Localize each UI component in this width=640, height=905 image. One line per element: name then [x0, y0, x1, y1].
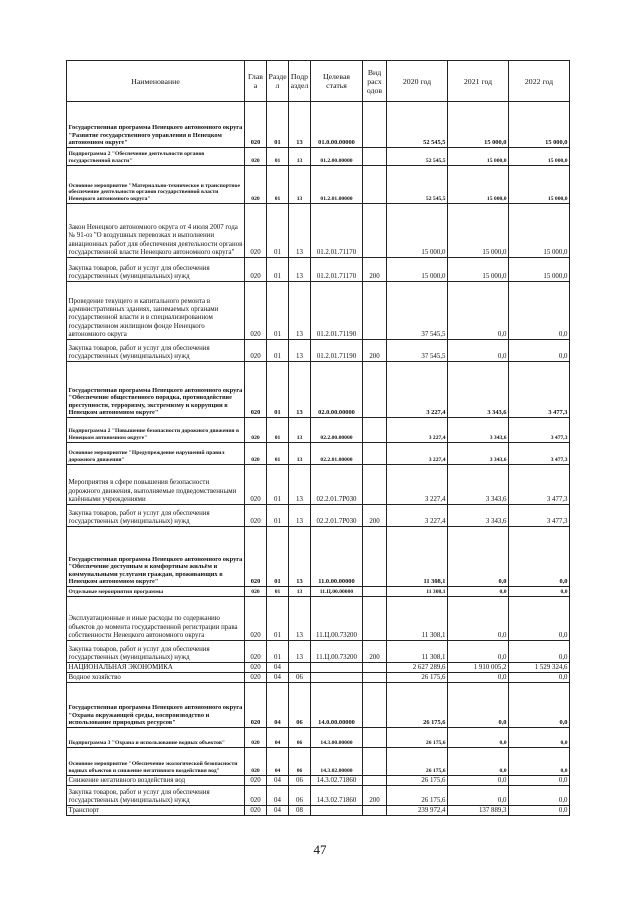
table-row: [67, 340, 570, 362]
row-vid: [363, 728, 387, 748]
row-2022: 15 000,0: [509, 258, 570, 282]
row-2020: 11 308,1: [387, 597, 448, 641]
row-glava: 020: [245, 282, 267, 340]
row-name: Отдельные мероприятия программы: [67, 587, 245, 597]
row-podrazdel: 13: [289, 418, 311, 443]
row-glava: 020: [245, 465, 267, 505]
table-row: [67, 597, 570, 641]
row-razdel: 04: [267, 673, 289, 683]
row-vid: [363, 673, 387, 683]
row-razdel: 01: [267, 282, 289, 340]
table-row: [67, 505, 570, 527]
row-statya: 01.2.01.71170: [311, 258, 363, 282]
row-razdel: 01: [267, 641, 289, 663]
row-podrazdel: 13: [289, 204, 311, 258]
row-2022: 0,0: [509, 748, 570, 776]
row-name: Закупка товаров, работ и услуг для обеспечения государственных (муниципальных) нужд: [67, 505, 245, 527]
row-vid: [363, 282, 387, 340]
row-2022: 0,0: [509, 527, 570, 587]
table-row: [67, 587, 570, 597]
row-name: Основное мероприятие "Обеспечение экологической безопасности водных объектов и снижение негативного воздействия вод": [67, 748, 245, 776]
row-2020: 26 175,6: [387, 786, 448, 806]
row-podrazdel: 13: [289, 465, 311, 505]
row-razdel: 04: [267, 806, 289, 816]
row-podrazdel: 06: [289, 673, 311, 683]
row-glava: 020: [245, 362, 267, 418]
row-2022: 15 000,0: [509, 166, 570, 204]
row-glava: 020: [245, 204, 267, 258]
row-vid: [363, 806, 387, 816]
row-razdel: 01: [267, 258, 289, 282]
row-glava: 020: [245, 641, 267, 663]
row-name: Государственная программа Ненецкого автономного округа "Обеспечение общественного порядка, противодействие преступности, терроризму, экстремизму и коррупции в Ненецком автономном округе": [67, 362, 245, 418]
page-number: 47: [313, 842, 327, 857]
row-podrazdel: 13: [289, 443, 311, 465]
table-row: [67, 362, 570, 418]
row-2022: 3 477,3: [509, 418, 570, 443]
header-row: [67, 61, 570, 102]
row-statya: 01.0.00.00000: [311, 102, 363, 148]
row-vid: 200: [363, 505, 387, 527]
row-vid: [363, 102, 387, 148]
row-2020: 26 175,6: [387, 683, 448, 728]
row-2020: 2 627 289,6: [387, 663, 448, 673]
row-2021: 3 343,6: [448, 465, 509, 505]
row-name: Основное мероприятие "Материально-техническое и транспортное обеспечение деятельности органов государственной власти Ненецкого автономного округа": [67, 166, 245, 204]
table-row: [67, 282, 570, 340]
row-2022: 0,0: [509, 597, 570, 641]
row-podrazdel: 13: [289, 148, 311, 166]
row-name: Мероприятия в сфере повышения безопасности дорожного движения, выполняемые подведомственными казёнными учреждениями: [67, 465, 245, 505]
row-vid: [363, 663, 387, 673]
row-podrazdel: 13: [289, 340, 311, 362]
row-glava: 020: [245, 673, 267, 683]
row-2021: 3 343,6: [448, 362, 509, 418]
row-vid: [363, 683, 387, 728]
row-name: Транспорт: [67, 806, 245, 816]
row-2021: 0,0: [448, 748, 509, 776]
row-name: Закупка товаров, работ и услуг для обеспечения государственных (муниципальных) нужд: [67, 258, 245, 282]
row-podrazdel: 13: [289, 505, 311, 527]
row-name: Закупка товаров, работ и услуг для обеспечения государственных (муниципальных) нужд: [67, 641, 245, 663]
row-statya: 02.2.01.7Р030: [311, 505, 363, 527]
row-podrazdel: 13: [289, 597, 311, 641]
row-2020: 15 000,0: [387, 204, 448, 258]
row-2021: 0,0: [448, 728, 509, 748]
header-podrazdel: Подр аздел: [289, 61, 311, 102]
row-glava: 020: [245, 102, 267, 148]
row-vid: 200: [363, 641, 387, 663]
row-statya: 14.3.02.00000: [311, 748, 363, 776]
table-row: [67, 786, 570, 806]
row-vid: [363, 204, 387, 258]
row-2021: 15 000,0: [448, 258, 509, 282]
row-podrazdel: 13: [289, 587, 311, 597]
row-2020: 37 545,5: [387, 340, 448, 362]
row-2020: 26 175,6: [387, 673, 448, 683]
row-2022: 3 477,3: [509, 505, 570, 527]
row-2021: 0,0: [448, 673, 509, 683]
row-statya: 14.3.02.71860: [311, 786, 363, 806]
row-2020: 15 000,0: [387, 258, 448, 282]
table-row: [67, 465, 570, 505]
row-2020: 37 545,5: [387, 282, 448, 340]
table-row: [67, 728, 570, 748]
row-statya: 14.3.00.00000: [311, 728, 363, 748]
row-2022: 15 000,0: [509, 204, 570, 258]
row-2021: 0,0: [448, 340, 509, 362]
row-2020: 239 972,4: [387, 806, 448, 816]
row-2022: 3 477,3: [509, 443, 570, 465]
row-glava: 020: [245, 748, 267, 776]
row-razdel: 01: [267, 443, 289, 465]
row-podrazdel: 06: [289, 748, 311, 776]
row-razdel: 04: [267, 786, 289, 806]
row-2022: 15 000,0: [509, 102, 570, 148]
row-2020: 3 227,4: [387, 465, 448, 505]
row-name: Водное хозяйство: [67, 673, 245, 683]
row-2020: 11 308,1: [387, 587, 448, 597]
row-2020: 52 545,5: [387, 148, 448, 166]
row-2020: 26 175,6: [387, 776, 448, 786]
header-name: Наименование: [67, 61, 245, 102]
row-statya: 02.2.01.7Р030: [311, 465, 363, 505]
row-glava: 020: [245, 663, 267, 673]
header-2022: 2022 год: [509, 61, 570, 102]
row-name: Государственная программа Ненецкого автономного округа "Обеспечение доступным и комфортным жильём и коммунальными услугами граждан, проживающих в Ненецком автономном округе": [67, 527, 245, 587]
row-name: Закон Ненецкого автономного округа от 4 июля 2007 года № 91-оз "О воздушных перевозках и выполнении авиационных работ для обеспечения деятельности органов государственной власти Ненецкого автономного округа": [67, 204, 245, 258]
row-razdel: 01: [267, 505, 289, 527]
row-podrazdel: 08: [289, 806, 311, 816]
row-glava: 020: [245, 443, 267, 465]
row-vid: [363, 776, 387, 786]
table-row: [67, 102, 570, 148]
row-statya: 11.Ц.00.73200: [311, 597, 363, 641]
row-vid: [363, 748, 387, 776]
row-podrazdel: 13: [289, 166, 311, 204]
row-glava: 020: [245, 728, 267, 748]
row-statya: 01.2.00.00000: [311, 148, 363, 166]
row-podrazdel: 13: [289, 258, 311, 282]
row-statya: [311, 806, 363, 816]
header-glava: Глав а: [245, 61, 267, 102]
row-2021: 1 910 005,2: [448, 663, 509, 673]
row-statya: 14.0.00.00000: [311, 683, 363, 728]
row-statya: [311, 663, 363, 673]
row-name: Подпрограмма 2 "Обеспечение деятельности органов государственной власти": [67, 148, 245, 166]
row-razdel: 01: [267, 148, 289, 166]
header-2020: 2020 год: [387, 61, 448, 102]
row-vid: 200: [363, 340, 387, 362]
row-podrazdel: 06: [289, 776, 311, 786]
row-statya: 11.Ц.00.00000: [311, 587, 363, 597]
budget-table: [66, 60, 570, 816]
row-2020: 3 227,4: [387, 362, 448, 418]
row-2022: 0,0: [509, 776, 570, 786]
table-row: [67, 683, 570, 728]
row-statya: 11.Ц.00.73200: [311, 641, 363, 663]
row-name: Основное мероприятие "Предупреждение нарушений правил дорожного движения": [67, 443, 245, 465]
table-row: [67, 443, 570, 465]
row-razdel: 01: [267, 597, 289, 641]
header-razdel: Разде л: [267, 61, 289, 102]
row-razdel: 01: [267, 587, 289, 597]
row-vid: 200: [363, 786, 387, 806]
row-podrazdel: 13: [289, 102, 311, 148]
row-vid: [363, 362, 387, 418]
row-2020: 3 227,4: [387, 505, 448, 527]
row-vid: [363, 148, 387, 166]
row-name: Государственная программа Ненецкого автономного округа "Охрана окружающей среды, воспроизводство и использование природных ресурсов": [67, 683, 245, 728]
row-2022: 0,0: [509, 340, 570, 362]
row-2021: 0,0: [448, 587, 509, 597]
row-2022: 3 477,3: [509, 465, 570, 505]
row-2021: 0,0: [448, 683, 509, 728]
row-name: Закупка товаров, работ и услуг для обеспечения государственных (муниципальных) нужд: [67, 786, 245, 806]
row-razdel: 01: [267, 418, 289, 443]
row-statya: 01.2.01.71170: [311, 204, 363, 258]
row-2020: 26 175,6: [387, 748, 448, 776]
table-row: [67, 527, 570, 587]
row-2020: 3 227,4: [387, 443, 448, 465]
row-2021: 0,0: [448, 786, 509, 806]
row-glava: 020: [245, 258, 267, 282]
header-2021: 2021 год: [448, 61, 509, 102]
row-2021: 15 000,0: [448, 204, 509, 258]
row-vid: [363, 587, 387, 597]
row-podrazdel: 06: [289, 728, 311, 748]
row-podrazdel: 06: [289, 786, 311, 806]
row-vid: [363, 597, 387, 641]
row-glava: 020: [245, 166, 267, 204]
row-statya: 01.2.01.71190: [311, 282, 363, 340]
table-row: [67, 748, 570, 776]
row-vid: [363, 527, 387, 587]
table-row: [67, 673, 570, 683]
row-glava: 020: [245, 505, 267, 527]
row-glava: 020: [245, 786, 267, 806]
row-2021: 0,0: [448, 776, 509, 786]
row-glava: 020: [245, 776, 267, 786]
table-row: [67, 418, 570, 443]
row-glava: 020: [245, 148, 267, 166]
row-2022: 0,0: [509, 728, 570, 748]
row-vid: [363, 418, 387, 443]
row-razdel: 01: [267, 362, 289, 418]
row-razdel: 04: [267, 748, 289, 776]
row-2022: 1 529 324,6: [509, 663, 570, 673]
row-2021: 15 000,0: [448, 148, 509, 166]
row-razdel: 04: [267, 663, 289, 673]
row-2020: 3 227,4: [387, 418, 448, 443]
row-podrazdel: 13: [289, 362, 311, 418]
row-podrazdel: 13: [289, 282, 311, 340]
row-statya: [311, 673, 363, 683]
row-glava: 020: [245, 806, 267, 816]
row-razdel: 04: [267, 728, 289, 748]
row-statya: 14.3.02.71860: [311, 776, 363, 786]
table-row: [67, 258, 570, 282]
table-row: [67, 663, 570, 673]
table-row: [67, 641, 570, 663]
row-razdel: 01: [267, 166, 289, 204]
row-glava: 020: [245, 527, 267, 587]
row-2022: 0,0: [509, 786, 570, 806]
row-2020: 52 545,5: [387, 102, 448, 148]
row-name: Закупка товаров, работ и услуг для обеспечения государственных (муниципальных) нужд: [67, 340, 245, 362]
row-statya: 02.0.00.00000: [311, 362, 363, 418]
row-2021: 3 343,6: [448, 443, 509, 465]
row-razdel: 01: [267, 102, 289, 148]
row-2021: 15 000,0: [448, 166, 509, 204]
row-name: Подпрограмма 3 "Охрана и использование водных объектов": [67, 728, 245, 748]
row-statya: 01.2.01.71190: [311, 340, 363, 362]
row-glava: 020: [245, 418, 267, 443]
table-row: [67, 166, 570, 204]
table-row: [67, 776, 570, 786]
row-2022: 0,0: [509, 587, 570, 597]
row-vid: [363, 465, 387, 505]
row-razdel: 04: [267, 683, 289, 728]
row-vid: [363, 166, 387, 204]
row-2021: 137 889,3: [448, 806, 509, 816]
row-glava: 020: [245, 597, 267, 641]
row-name: Проведение текущего и капитального ремонта в административных зданиях, занимаемых органами государственной власти и в специализированном государственном жилищном фонде Ненецкого автономного округа: [67, 282, 245, 340]
row-2021: 3 343,6: [448, 418, 509, 443]
row-2020: 26 175,6: [387, 728, 448, 748]
header-statya: Целевая статья: [311, 61, 363, 102]
row-podrazdel: [289, 663, 311, 673]
row-2022: 15 000,0: [509, 148, 570, 166]
table-row: [67, 148, 570, 166]
row-2020: 11 308,1: [387, 641, 448, 663]
row-2021: 0,0: [448, 282, 509, 340]
row-2022: 0,0: [509, 683, 570, 728]
row-2021: 0,0: [448, 641, 509, 663]
row-2022: 0,0: [509, 282, 570, 340]
row-2021: 3 343,6: [448, 505, 509, 527]
row-name: Государственная программа Ненецкого автономного округа "Развитие государственного управления в Ненецком автономном округе": [67, 102, 245, 148]
row-glava: 020: [245, 587, 267, 597]
row-vid: 200: [363, 258, 387, 282]
row-razdel: 01: [267, 527, 289, 587]
row-razdel: 01: [267, 204, 289, 258]
row-2021: 15 000,0: [448, 102, 509, 148]
row-statya: 11.0.00.00000: [311, 527, 363, 587]
row-2020: 52 545,5: [387, 166, 448, 204]
row-vid: [363, 443, 387, 465]
row-2022: 0,0: [509, 806, 570, 816]
row-name: Снижение негативного воздействия вод: [67, 776, 245, 786]
row-2020: 11 308,1: [387, 527, 448, 587]
table-row: [67, 806, 570, 816]
row-podrazdel: 13: [289, 641, 311, 663]
row-name: Подпрограмма 2 "Повышение безопасности дорожного движения в Ненецком автономном округе": [67, 418, 245, 443]
row-name: НАЦИОНАЛЬНАЯ ЭКОНОМИКА: [67, 663, 245, 673]
row-razdel: 04: [267, 776, 289, 786]
row-razdel: 01: [267, 340, 289, 362]
row-2021: 0,0: [448, 527, 509, 587]
row-2022: 0,0: [509, 673, 570, 683]
row-2022: 0,0: [509, 641, 570, 663]
row-glava: 020: [245, 683, 267, 728]
row-statya: 01.2.01.00000: [311, 166, 363, 204]
budget-table-sheet: [66, 60, 569, 816]
table-row: [67, 204, 570, 258]
row-podrazdel: 06: [289, 683, 311, 728]
row-podrazdel: 13: [289, 527, 311, 587]
header-vid: Вид расх одов: [363, 61, 387, 102]
row-statya: 02.2.00.00000: [311, 418, 363, 443]
row-razdel: 01: [267, 465, 289, 505]
row-glava: 020: [245, 340, 267, 362]
row-statya: 02.2.01.00000: [311, 443, 363, 465]
row-2022: 3 477,3: [509, 362, 570, 418]
row-2021: 0,0: [448, 597, 509, 641]
table-body: [67, 102, 570, 816]
row-name: Эксплуатационные и иные расходы по содержанию объектов до момента государственной регистрации права собственности Ненецкого автономного округа: [67, 597, 245, 641]
